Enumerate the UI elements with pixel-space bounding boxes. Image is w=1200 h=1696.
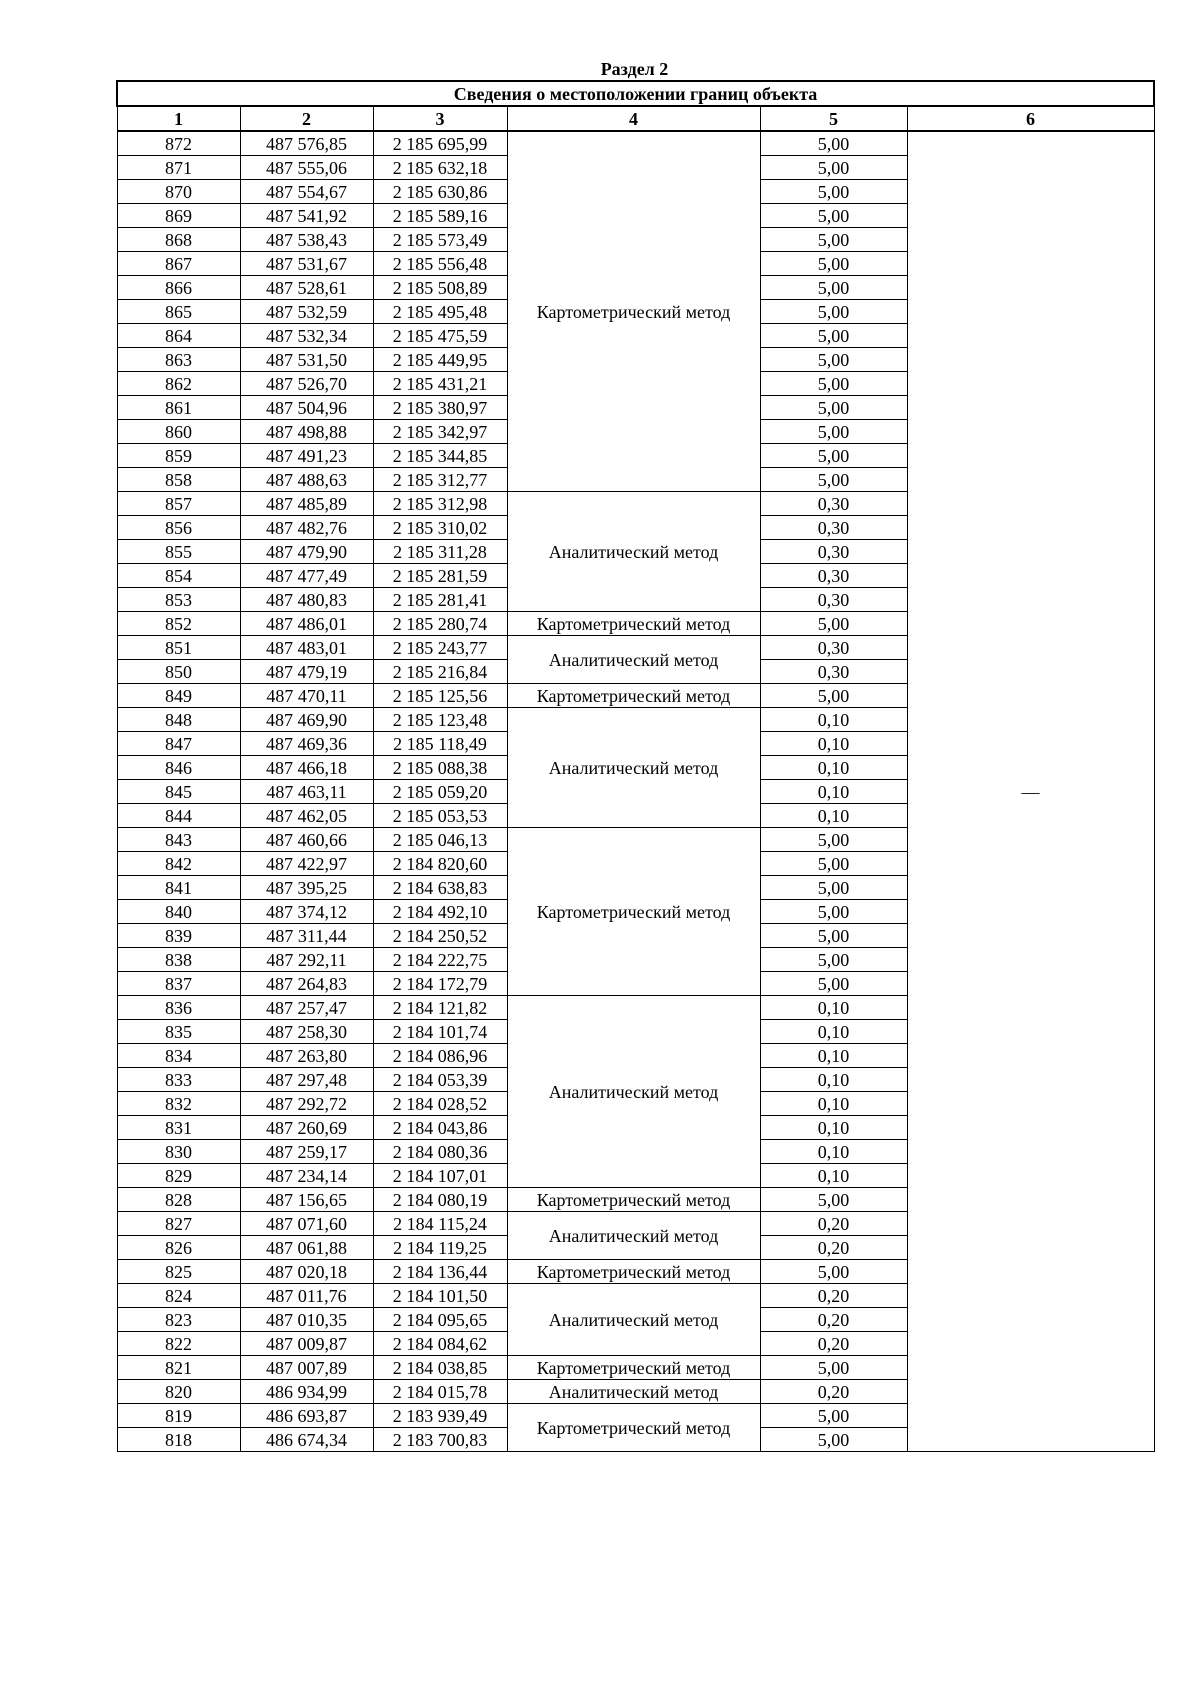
point-number-cell: 836: [117, 996, 240, 1020]
accuracy-cell: 0,10: [760, 1020, 907, 1044]
method-cell: Картометрический метод: [507, 1356, 760, 1380]
accuracy-cell: 5,00: [760, 900, 907, 924]
coordinate-y-cell: 2 185 088,38: [373, 756, 507, 780]
coordinate-y-cell: 2 184 107,01: [373, 1164, 507, 1188]
coordinate-x-cell: 487 466,18: [240, 756, 373, 780]
point-number-cell: 863: [117, 348, 240, 372]
coordinate-x-cell: 486 674,34: [240, 1428, 373, 1452]
point-number-cell: 850: [117, 660, 240, 684]
coordinate-y-cell: 2 184 043,86: [373, 1116, 507, 1140]
accuracy-cell: 5,00: [760, 924, 907, 948]
accuracy-cell: 5,00: [760, 372, 907, 396]
method-cell: Картометрический метод: [507, 131, 760, 492]
column-number-1: 1: [117, 106, 240, 131]
accuracy-cell: 0,20: [760, 1380, 907, 1404]
point-number-cell: 827: [117, 1212, 240, 1236]
method-cell: Аналитический метод: [507, 1380, 760, 1404]
point-number-cell: 857: [117, 492, 240, 516]
accuracy-cell: 0,20: [760, 1284, 907, 1308]
point-number-cell: 865: [117, 300, 240, 324]
point-number-cell: 841: [117, 876, 240, 900]
point-number-cell: 867: [117, 252, 240, 276]
coordinate-y-cell: 2 185 123,48: [373, 708, 507, 732]
accuracy-cell: 5,00: [760, 1188, 907, 1212]
coordinate-x-cell: 486 934,99: [240, 1380, 373, 1404]
coordinate-y-cell: 2 184 038,85: [373, 1356, 507, 1380]
point-number-cell: 820: [117, 1380, 240, 1404]
point-number-cell: 855: [117, 540, 240, 564]
coordinate-x-cell: 487 469,90: [240, 708, 373, 732]
point-number-cell: 825: [117, 1260, 240, 1284]
coordinate-y-cell: 2 185 632,18: [373, 156, 507, 180]
coordinate-x-cell: 487 469,36: [240, 732, 373, 756]
coordinate-x-cell: 487 374,12: [240, 900, 373, 924]
coordinate-x-cell: 487 479,90: [240, 540, 373, 564]
accuracy-cell: 5,00: [760, 828, 907, 852]
column-number-5: 5: [760, 106, 907, 131]
point-number-cell: 849: [117, 684, 240, 708]
point-number-cell: 830: [117, 1140, 240, 1164]
coordinate-x-cell: 487 532,34: [240, 324, 373, 348]
accuracy-cell: 0,10: [760, 804, 907, 828]
coordinate-x-cell: 487 462,05: [240, 804, 373, 828]
accuracy-cell: 5,00: [760, 684, 907, 708]
accuracy-cell: 0,20: [760, 1308, 907, 1332]
method-cell: Картометрический метод: [507, 828, 760, 996]
coordinate-x-cell: 487 395,25: [240, 876, 373, 900]
accuracy-cell: 0,10: [760, 1140, 907, 1164]
coordinate-x-cell: 487 011,76: [240, 1284, 373, 1308]
coordinate-x-cell: 487 480,83: [240, 588, 373, 612]
method-cell: Аналитический метод: [507, 492, 760, 612]
coordinate-y-cell: 2 185 312,98: [373, 492, 507, 516]
point-number-cell: 819: [117, 1404, 240, 1428]
point-number-cell: 840: [117, 900, 240, 924]
coordinate-x-cell: 487 482,76: [240, 516, 373, 540]
coordinate-y-cell: 2 185 589,16: [373, 204, 507, 228]
coordinate-y-cell: 2 184 638,83: [373, 876, 507, 900]
point-number-cell: 828: [117, 1188, 240, 1212]
point-number-cell: 848: [117, 708, 240, 732]
coordinate-x-cell: 487 479,19: [240, 660, 373, 684]
accuracy-cell: 0,10: [760, 1116, 907, 1140]
coordinate-x-cell: 487 061,88: [240, 1236, 373, 1260]
point-number-cell: 821: [117, 1356, 240, 1380]
accuracy-cell: 0,20: [760, 1332, 907, 1356]
coordinate-x-cell: 487 010,35: [240, 1308, 373, 1332]
coordinate-y-cell: 2 185 046,13: [373, 828, 507, 852]
table-row: [117, 131, 1154, 156]
accuracy-cell: 5,00: [760, 396, 907, 420]
point-number-cell: 835: [117, 1020, 240, 1044]
point-number-cell: 834: [117, 1044, 240, 1068]
coordinate-y-cell: 2 184 101,74: [373, 1020, 507, 1044]
coordinate-y-cell: 2 185 059,20: [373, 780, 507, 804]
accuracy-cell: 0,10: [760, 1092, 907, 1116]
coordinate-y-cell: 2 184 086,96: [373, 1044, 507, 1068]
coordinate-x-cell: 487 311,44: [240, 924, 373, 948]
column-number-3: 3: [373, 106, 507, 131]
coordinate-x-cell: 487 297,48: [240, 1068, 373, 1092]
accuracy-cell: 0,30: [760, 588, 907, 612]
coordinate-x-cell: 487 234,14: [240, 1164, 373, 1188]
coordinate-x-cell: 487 009,87: [240, 1332, 373, 1356]
coordinate-y-cell: 2 185 118,49: [373, 732, 507, 756]
accuracy-cell: 0,30: [760, 540, 907, 564]
coordinate-x-cell: 487 007,89: [240, 1356, 373, 1380]
coordinate-y-cell: 2 183 939,49: [373, 1404, 507, 1428]
method-cell: Картометрический метод: [507, 1260, 760, 1284]
coordinate-x-cell: 487 263,80: [240, 1044, 373, 1068]
coordinate-x-cell: 487 422,97: [240, 852, 373, 876]
coordinate-x-cell: 487 260,69: [240, 1116, 373, 1140]
coordinate-y-cell: 2 184 119,25: [373, 1236, 507, 1260]
accuracy-cell: 0,10: [760, 1044, 907, 1068]
coordinate-x-cell: 487 532,59: [240, 300, 373, 324]
coordinate-x-cell: 487 156,65: [240, 1188, 373, 1212]
method-cell: Картометрический метод: [507, 1404, 760, 1452]
point-number-cell: 859: [117, 444, 240, 468]
accuracy-cell: 0,30: [760, 492, 907, 516]
point-number-cell: 838: [117, 948, 240, 972]
coordinate-y-cell: 2 185 556,48: [373, 252, 507, 276]
accuracy-cell: 0,10: [760, 732, 907, 756]
accuracy-cell: 0,30: [760, 564, 907, 588]
coordinate-y-cell: 2 185 380,97: [373, 396, 507, 420]
coordinate-y-cell: 2 185 508,89: [373, 276, 507, 300]
coordinate-y-cell: 2 185 125,56: [373, 684, 507, 708]
coordinate-y-cell: 2 184 015,78: [373, 1380, 507, 1404]
coordinate-y-cell: 2 184 820,60: [373, 852, 507, 876]
accuracy-cell: 5,00: [760, 324, 907, 348]
coordinate-y-cell: 2 185 053,53: [373, 804, 507, 828]
accuracy-cell: 5,00: [760, 204, 907, 228]
point-number-cell: 868: [117, 228, 240, 252]
accuracy-cell: 5,00: [760, 1356, 907, 1380]
point-number-cell: 845: [117, 780, 240, 804]
point-number-cell: 839: [117, 924, 240, 948]
point-number-cell: 833: [117, 1068, 240, 1092]
coordinate-y-cell: 2 185 573,49: [373, 228, 507, 252]
point-number-cell: 823: [117, 1308, 240, 1332]
point-number-cell: 846: [117, 756, 240, 780]
coordinate-x-cell: 487 541,92: [240, 204, 373, 228]
coordinate-y-cell: 2 185 630,86: [373, 180, 507, 204]
method-cell: Аналитический метод: [507, 996, 760, 1188]
method-cell: Аналитический метод: [507, 708, 760, 828]
accuracy-cell: 5,00: [760, 444, 907, 468]
point-number-cell: 837: [117, 972, 240, 996]
coordinate-x-cell: 487 292,11: [240, 948, 373, 972]
accuracy-cell: 0,30: [760, 636, 907, 660]
coordinate-y-cell: 2 185 243,77: [373, 636, 507, 660]
coordinate-y-cell: 2 183 700,83: [373, 1428, 507, 1452]
coordinate-y-cell: 2 185 280,74: [373, 612, 507, 636]
accuracy-cell: 5,00: [760, 180, 907, 204]
coordinate-y-cell: 2 185 431,21: [373, 372, 507, 396]
point-number-cell: 854: [117, 564, 240, 588]
coordinate-x-cell: 487 020,18: [240, 1260, 373, 1284]
coordinate-y-cell: 2 185 342,97: [373, 420, 507, 444]
coordinate-x-cell: 487 257,47: [240, 996, 373, 1020]
accuracy-cell: 0,20: [760, 1212, 907, 1236]
coordinate-x-cell: 487 531,67: [240, 252, 373, 276]
point-number-cell: 851: [117, 636, 240, 660]
coordinate-y-cell: 2 185 281,59: [373, 564, 507, 588]
accuracy-cell: 5,00: [760, 276, 907, 300]
point-number-cell: 826: [117, 1236, 240, 1260]
coordinate-x-cell: 487 258,30: [240, 1020, 373, 1044]
column-number-6: 6: [907, 106, 1154, 131]
point-number-cell: 818: [117, 1428, 240, 1452]
method-cell: Аналитический метод: [507, 1284, 760, 1356]
coordinate-x-cell: 487 486,01: [240, 612, 373, 636]
coordinate-x-cell: 487 460,66: [240, 828, 373, 852]
coordinate-x-cell: 487 470,11: [240, 684, 373, 708]
point-number-cell: 824: [117, 1284, 240, 1308]
coordinate-x-cell: 487 488,63: [240, 468, 373, 492]
coordinate-x-cell: 487 538,43: [240, 228, 373, 252]
coordinate-x-cell: 487 477,49: [240, 564, 373, 588]
accuracy-cell: 5,00: [760, 948, 907, 972]
coordinate-y-cell: 2 185 695,99: [373, 131, 507, 156]
accuracy-cell: 5,00: [760, 852, 907, 876]
coordinate-y-cell: 2 185 344,85: [373, 444, 507, 468]
coordinate-x-cell: 487 264,83: [240, 972, 373, 996]
method-cell: Картометрический метод: [507, 1188, 760, 1212]
accuracy-cell: 5,00: [760, 348, 907, 372]
point-number-cell: 842: [117, 852, 240, 876]
coordinate-x-cell: 487 526,70: [240, 372, 373, 396]
accuracy-cell: 0,30: [760, 516, 907, 540]
coordinate-y-cell: 2 184 101,50: [373, 1284, 507, 1308]
coordinate-x-cell: 487 259,17: [240, 1140, 373, 1164]
coordinate-y-cell: 2 184 115,24: [373, 1212, 507, 1236]
point-number-cell: 822: [117, 1332, 240, 1356]
coordinate-y-cell: 2 184 222,75: [373, 948, 507, 972]
coordinate-x-cell: 487 504,96: [240, 396, 373, 420]
point-number-cell: 870: [117, 180, 240, 204]
column-numbers-row: [117, 106, 1154, 131]
point-number-cell: 829: [117, 1164, 240, 1188]
boundary-coordinates-table: [116, 80, 1155, 1452]
coordinate-x-cell: 487 483,01: [240, 636, 373, 660]
point-number-cell: 844: [117, 804, 240, 828]
method-cell: Аналитический метод: [507, 1212, 760, 1260]
column-number-4: 4: [507, 106, 760, 131]
coordinate-x-cell: 487 554,67: [240, 180, 373, 204]
method-cell: Картометрический метод: [507, 684, 760, 708]
point-number-cell: 872: [117, 131, 240, 156]
coordinate-y-cell: 2 184 492,10: [373, 900, 507, 924]
table-caption: Сведения о местоположении границ объекта: [117, 81, 1154, 106]
column-number-2: 2: [240, 106, 373, 131]
coordinate-y-cell: 2 185 310,02: [373, 516, 507, 540]
coordinate-x-cell: 487 498,88: [240, 420, 373, 444]
coordinate-x-cell: 487 528,61: [240, 276, 373, 300]
accuracy-cell: 0,10: [760, 756, 907, 780]
coordinate-y-cell: 2 184 028,52: [373, 1092, 507, 1116]
point-number-cell: 869: [117, 204, 240, 228]
accuracy-cell: 5,00: [760, 972, 907, 996]
point-number-cell: 861: [117, 396, 240, 420]
table-body: [117, 131, 1154, 1452]
accuracy-cell: 0,10: [760, 1068, 907, 1092]
point-number-cell: 853: [117, 588, 240, 612]
accuracy-cell: 5,00: [760, 156, 907, 180]
point-number-cell: 862: [117, 372, 240, 396]
coordinate-y-cell: 2 184 250,52: [373, 924, 507, 948]
point-number-cell: 831: [117, 1116, 240, 1140]
table-caption-row: [117, 81, 1154, 106]
point-number-cell: 852: [117, 612, 240, 636]
point-number-cell: 856: [117, 516, 240, 540]
accuracy-cell: 5,00: [760, 1404, 907, 1428]
accuracy-cell: 0,10: [760, 708, 907, 732]
point-number-cell: 866: [117, 276, 240, 300]
point-number-cell: 847: [117, 732, 240, 756]
column6-cell: —: [907, 131, 1154, 1452]
coordinate-y-cell: 2 184 080,36: [373, 1140, 507, 1164]
coordinate-x-cell: 487 463,11: [240, 780, 373, 804]
coordinate-x-cell: 487 555,06: [240, 156, 373, 180]
coordinate-y-cell: 2 184 121,82: [373, 996, 507, 1020]
coordinate-x-cell: 487 292,72: [240, 1092, 373, 1116]
coordinate-y-cell: 2 184 084,62: [373, 1332, 507, 1356]
coordinate-x-cell: 487 485,89: [240, 492, 373, 516]
coordinate-y-cell: 2 185 312,77: [373, 468, 507, 492]
coordinate-y-cell: 2 184 172,79: [373, 972, 507, 996]
accuracy-cell: 5,00: [760, 468, 907, 492]
point-number-cell: 860: [117, 420, 240, 444]
section-title: Раздел 2: [600, 59, 669, 79]
accuracy-cell: 5,00: [760, 876, 907, 900]
accuracy-cell: 0,30: [760, 660, 907, 684]
coordinate-x-cell: 487 071,60: [240, 1212, 373, 1236]
accuracy-cell: 5,00: [760, 1428, 907, 1452]
coordinate-y-cell: 2 184 080,19: [373, 1188, 507, 1212]
coordinate-x-cell: 486 693,87: [240, 1404, 373, 1428]
point-number-cell: 864: [117, 324, 240, 348]
accuracy-cell: 0,10: [760, 996, 907, 1020]
accuracy-cell: 5,00: [760, 612, 907, 636]
accuracy-cell: 5,00: [760, 131, 907, 156]
coordinate-y-cell: 2 185 311,28: [373, 540, 507, 564]
coordinate-y-cell: 2 184 053,39: [373, 1068, 507, 1092]
coordinate-x-cell: 487 491,23: [240, 444, 373, 468]
coordinate-y-cell: 2 185 495,48: [373, 300, 507, 324]
coordinate-y-cell: 2 185 216,84: [373, 660, 507, 684]
coordinate-x-cell: 487 576,85: [240, 131, 373, 156]
coordinate-y-cell: 2 185 281,41: [373, 588, 507, 612]
coordinate-y-cell: 2 184 136,44: [373, 1260, 507, 1284]
method-cell: Картометрический метод: [507, 612, 760, 636]
method-cell: Аналитический метод: [507, 636, 760, 684]
coordinate-y-cell: 2 185 475,59: [373, 324, 507, 348]
accuracy-cell: 0,10: [760, 1164, 907, 1188]
accuracy-cell: 5,00: [760, 228, 907, 252]
point-number-cell: 871: [117, 156, 240, 180]
accuracy-cell: 5,00: [760, 1260, 907, 1284]
accuracy-cell: 0,10: [760, 780, 907, 804]
accuracy-cell: 0,20: [760, 1236, 907, 1260]
point-number-cell: 858: [117, 468, 240, 492]
accuracy-cell: 5,00: [760, 420, 907, 444]
coordinate-y-cell: 2 185 449,95: [373, 348, 507, 372]
accuracy-cell: 5,00: [760, 300, 907, 324]
coordinate-x-cell: 487 531,50: [240, 348, 373, 372]
accuracy-cell: 5,00: [760, 252, 907, 276]
point-number-cell: 843: [117, 828, 240, 852]
coordinate-y-cell: 2 184 095,65: [373, 1308, 507, 1332]
point-number-cell: 832: [117, 1092, 240, 1116]
